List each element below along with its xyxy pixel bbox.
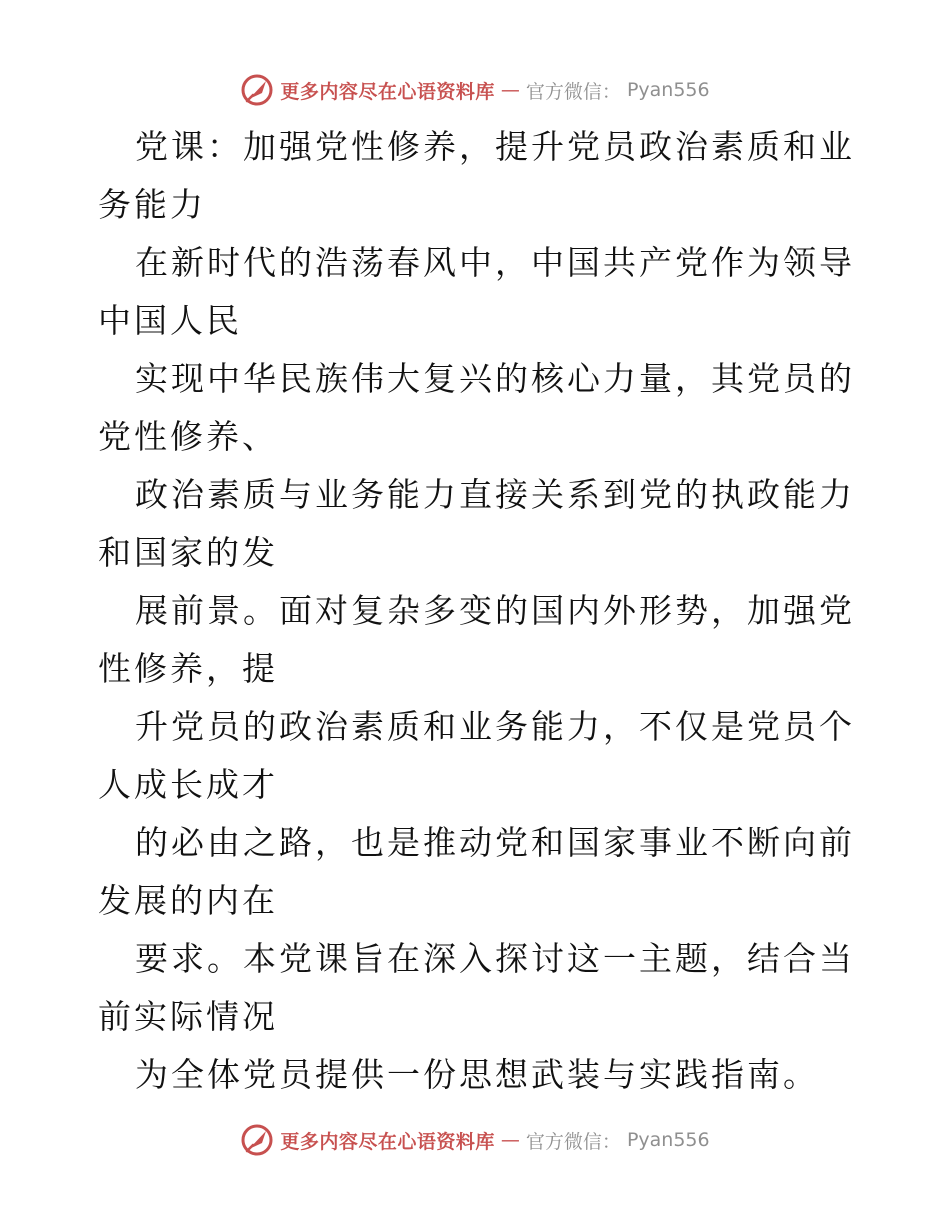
body-paragraph: 为全体党员提供一份思想武装与实践指南。 <box>135 1055 819 1094</box>
body-paragraph: 实现中华民族伟大复兴的核心力量，其党员的党性修养、 <box>98 359 855 456</box>
quill-logo-icon <box>240 1123 274 1157</box>
header-banner-wechat-label: 官方微信： <box>525 80 621 103</box>
document-body <box>98 118 858 1104</box>
footer-banner-text: 更多内容尽在心语资料库 <box>280 1130 495 1153</box>
body-paragraph: 要求。本党课旨在深入探讨这一主题，结合当前实际情况 <box>98 939 855 1036</box>
body-paragraph: 在新时代的浩荡春风中，中国共产党作为领导中国人民 <box>98 243 855 340</box>
quill-logo-icon <box>240 73 274 107</box>
body-paragraph: 展前景。面对复杂多变的国内外形势，加强党性修养，提 <box>98 591 855 688</box>
footer-banner-dash: — <box>500 1129 520 1151</box>
header-watermark-banner <box>0 70 950 110</box>
header-banner-text: 更多内容尽在心语资料库 <box>280 80 495 103</box>
header-banner-wechat-id: Pyan556 <box>626 79 710 101</box>
footer-banner-wechat-label: 官方微信： <box>525 1130 621 1153</box>
header-banner-dash: — <box>500 79 520 101</box>
body-paragraph: 政治素质与业务能力直接关系到党的执政能力和国家的发 <box>98 475 855 572</box>
body-paragraph: 升党员的政治素质和业务能力，不仅是党员个人成长成才 <box>98 707 855 804</box>
footer-watermark-banner <box>0 1120 950 1160</box>
document-title: 党课：加强党性修养，提升党员政治素质和业务能力 <box>98 127 855 224</box>
footer-banner-wechat-id: Pyan556 <box>626 1129 710 1151</box>
body-paragraph: 的必由之路，也是推动党和国家事业不断向前发展的内在 <box>98 823 855 920</box>
